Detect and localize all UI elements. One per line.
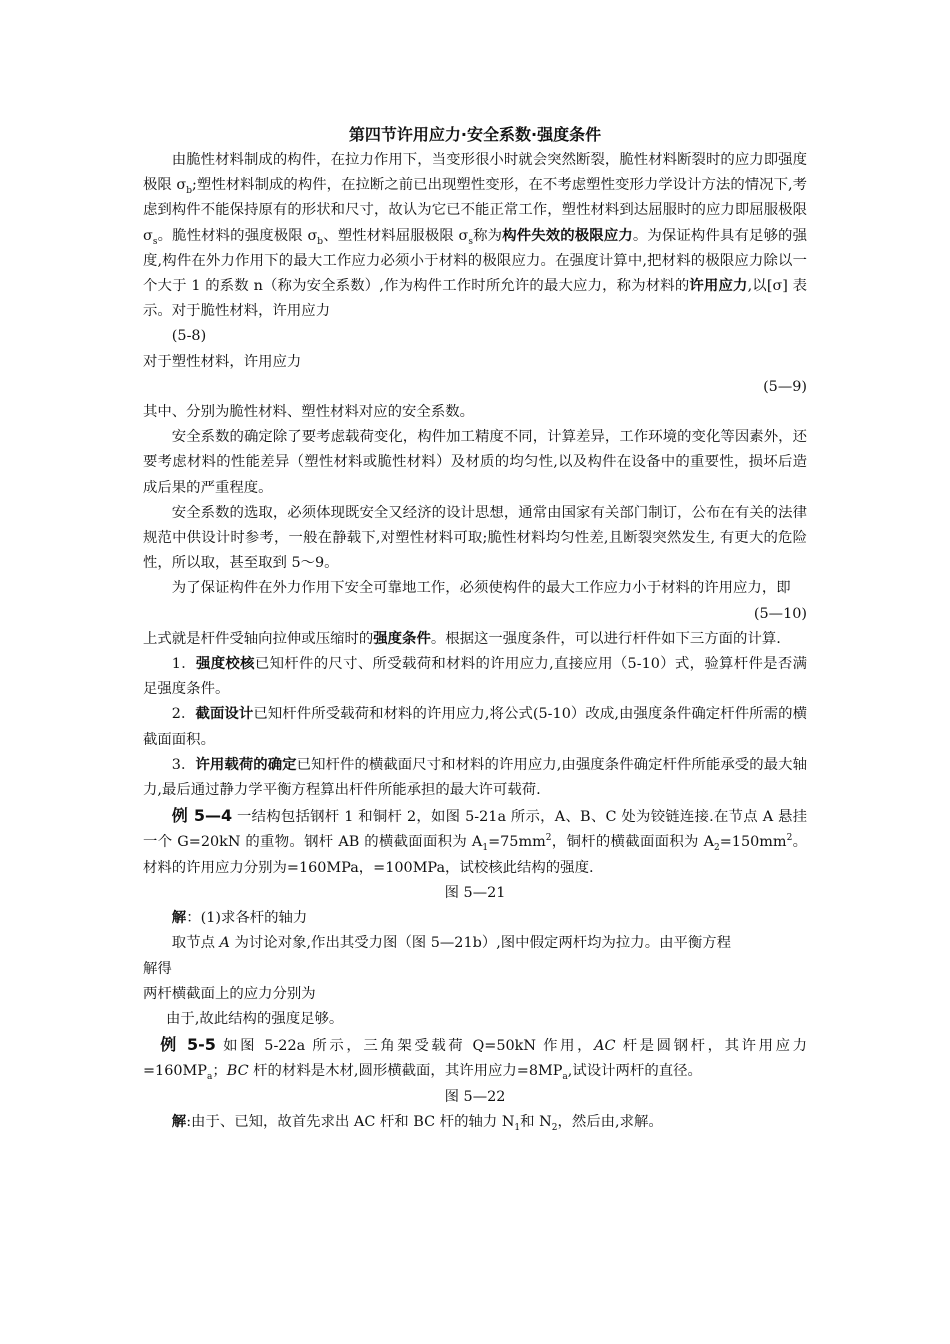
paragraph-limit-stress: 由脆性材料制成的构件，在拉力作用下，当变形很小时就会突然断裂，脆性材料断裂时的应力即强度极限 $\sigma_b$;塑性材料制成的构件，在拉断之前已出现塑性变形，在不考虑塑性变形力学设计方法的情况下,考虑到构件不能保持原有的形状和尺寸，故认为它已不能正常工作，塑性材料到达屈服时的应力即屈服极限 $\sigma_s$。脆性材料的强度极限 $\sigma_b$、塑性材料屈服极限 $\sigma_s$称为构件失效的极限应力。为保证构件具有足够的强度,构件在外力作用下的最大工作应力必须小于材料的极限应力。在强度计算中,把材料的极限应力除以一个大于 1 的系数 n（称为安全系数）,作为构件工作时所允许的最大应力，称为材料的许用应力,以[σ] 表示。对于脆性材料，许用应力 xyxy=(143,152,807,320)
solution-node-a: 取节点 A 为讨论对象,作出其受力图（图 5—21b）,图中假定两杆均为拉力。由平衡方程 xyxy=(171,935,732,952)
solution-label: 解 xyxy=(171,910,187,927)
example-label: 例 5-5 xyxy=(160,1035,216,1055)
solution-step-1: 解：(1)求各杆的轴力 xyxy=(171,910,308,927)
list-item-allowable-load: 3．许用载荷的确定已知杆件的横截面尺寸和材料的许用应力,由强度条件确定杆件所能承受的最大轴力,最后通过静力学平衡方程算出杆件所能承担的最大许可载荷. xyxy=(143,756,808,799)
section-title: 第四节许用应力·安全系数·强度条件 xyxy=(348,125,602,144)
equation-number-5-10: (5—10) xyxy=(753,605,807,622)
term-strength-condition: 强度条件 xyxy=(373,630,431,647)
example-5-5: 例 5-5 如图 5-22a 所示，三角架受载荷 Q=50kN 作用，AC 杆是圆钢杆，其许用应力$=160MP_a$；BC 杆的材料是木材,圆形横截面，其许用应力$=8MP_a$,试设计两杆的直径。 xyxy=(143,1035,807,1083)
list-item-strength-check: 1．强度校核已知杆件的尺寸、所受载荷和材料的许用应力,直接应用（5-10）式，验算杆件是否满足强度条件。 xyxy=(143,656,807,698)
solution-label: 解 xyxy=(171,1113,187,1130)
figure-caption-5-22: 图 5—22 xyxy=(444,1088,506,1105)
term-limit-stress: 构件失效的极限应力 xyxy=(502,227,633,244)
conclusion-line: 由于,故此结构的强度足够。 xyxy=(166,1010,344,1027)
equation-number-5-9: (5—9) xyxy=(763,378,807,395)
equation-number-5-8: (5-8) xyxy=(171,328,207,345)
term-allowable-stress: 许用应力 xyxy=(689,278,748,295)
paragraph-strength-condition: 上式就是杆件受轴向拉伸或压缩时的强度条件。根据这一强度条件，可以进行杆件如下三方面的计算. xyxy=(143,630,781,647)
list-item-section-design: 2．截面设计已知杆件所受载荷和材料的许用应力,将公式(5-10）改成,由强度条件确定杆件所需的横截面面积。 xyxy=(143,706,807,748)
stress-line: 两杆横截面上的应力分别为 xyxy=(143,985,316,1002)
paragraph-safety-factor-determination: 安全系数的确定除了要考虑载荷变化，构件加工精度不同，计算差异，工作环境的变化等因素外，还要考虑材料的性能差异（塑性材料或脆性材料）及材质的均匀性,以及构件在设备中的重要性，损坏后造成后果的严重程度。 xyxy=(143,429,807,496)
plastic-allowable-line: 对于塑性材料，许用应力 xyxy=(143,353,302,370)
example-5-4: 例 5—4 一结构包括钢杆 1 和铜杆 2，如图 5-21a 所示，A、B、C 处为铰链连接.在节点 A 悬挂一个 G=20kN 的重物。钢杆 AB 的横截面面积为 $A_1=75mm^2$，铜杆的横截面面积为 $A_2=150mm^2$。材料的许用应力分别为=160MPa，=100MPa，试校核此结构的强度. xyxy=(143,806,807,876)
safety-factor-line: 其中、分别为脆性材料、塑性材料对应的安全系数。 xyxy=(143,404,474,421)
paragraph-safety-factor-selection: 安全系数的选取，必须体现既安全又经济的设计思想，通常由国家有关部门制订，公布在有关的法律规范中供设计时参考，一般在静载下,对塑性材料可取;脆性材料均匀性差,且断裂突然发生, 有更大的危险性，所以取，甚至取到 5～9。 xyxy=(143,504,807,572)
paragraph-ensure-safety: 为了保证构件在外力作用下安全可靠地工作，必须使构件的最大工作应力小于材料的许用应力，即 xyxy=(171,580,791,597)
example-label: 例 5—4 xyxy=(171,806,233,826)
solved-line: 解得 xyxy=(143,960,172,977)
figure-caption-5-21: 图 5—21 xyxy=(444,884,506,901)
solution-example-5-5: 解:由于、已知，故首先求出 AC 杆和 BC 杆的轴力 $N_1$和 $N_2$，然后由,求解。 xyxy=(171,1113,663,1133)
